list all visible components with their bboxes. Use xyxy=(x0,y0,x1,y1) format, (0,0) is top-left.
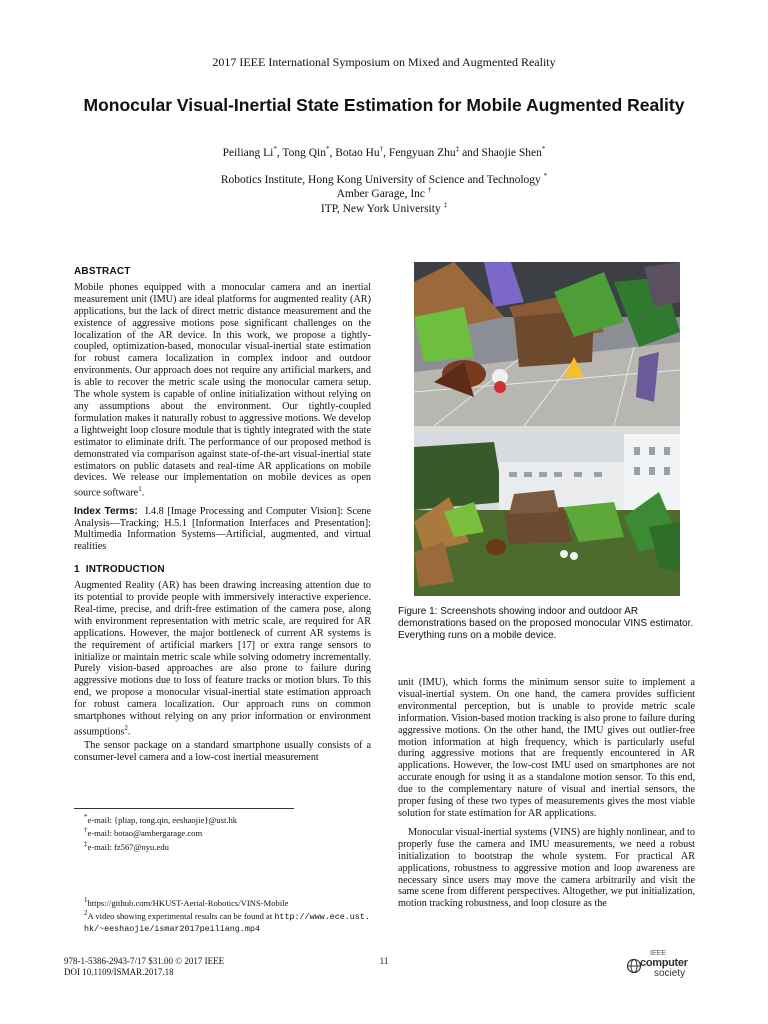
indoor-ar-screenshot xyxy=(414,262,680,426)
footnote-line xyxy=(74,908,374,934)
footnote-mark: 1 xyxy=(138,485,142,494)
email-line xyxy=(84,812,374,825)
index-terms-text: I.4.8 [Image Processing and Computer Vision]: Scene Analysis—Tracking; H.5.1 [Information Interfaces and Presentation]: Multimedia Information Systems—Artificial, augmented, and virtual realities xyxy=(74,505,372,553)
affiliation-mark: * xyxy=(543,172,548,180)
footnote-mark: 2 xyxy=(124,724,128,733)
outdoor-ar-screenshot xyxy=(414,432,680,596)
logo-society-text: society xyxy=(654,968,686,979)
affiliation-text: ITP, New York University xyxy=(320,202,441,215)
section-heading xyxy=(74,564,371,576)
body-paragraph: Monocular visual-inertial systems (VINS) are highly nonlinear, and to properly fuse the camera and IMU measurements, we need a robust initialization to bootstrap the whole system. For practical AR applications, robustness to aggressive motion and loop awareness are necessary since users may move the camera arbitrarily and visit the same scene from different perspectives. Altogether, we put initialization, motion tracking robustness, and loop closure as the xyxy=(398,826,695,910)
author-name: Peiliang Li xyxy=(222,146,274,159)
author-mark: * xyxy=(541,145,546,153)
intro-paragraph: Augmented Reality (AR) has been drawing increasing attention due to its potential to provide people with immersively interactive experience. Real-time, precise, and drift-free estimation of the camera pose, along with environment representation with metric scale, are required for AR applications. However, the major bottleneck of current AR systems is the requirement of artificial markers [17] or extra range sensors to initialize or maintain metric scale while solving odometry incrementally. Purely vision-based approaches are also prone to failure during aggressive motions due to loss of feature tracks or motion blurs. To this end, we propose a monocular visual-inertial state estimation approach for robust camera localization. Our approach runs on common smartphones without relying on any prior information or environment assumptions$^2$. xyxy=(74,580,371,738)
affiliation xyxy=(0,201,768,215)
footnote-rule xyxy=(74,808,294,809)
footnote-link[interactable]: https://github.com/HKUST-Aerial-Robotics/VINS-Mobile xyxy=(87,897,289,908)
footnote-mark: 2 xyxy=(84,909,88,918)
email-footnotes xyxy=(84,812,374,852)
email-text: e-mail: {pliap, tong.qin, eeshaojie}@ust.hk xyxy=(87,814,238,825)
paper-title: Monocular Visual-Inertial State Estimation for Mobile Augmented Reality xyxy=(83,95,685,115)
email-mark: ‡ xyxy=(84,839,88,848)
footnote-text: A video showing experimental results can be found at xyxy=(87,911,273,922)
isbn-line: 978-1-5386-2943-7/17 $31.00 © 2017 IEEE xyxy=(64,956,225,966)
video-link[interactable]: http://www.ece.ust.hk/~eeshaojie/ismar2017peiliang.mp4 xyxy=(84,912,370,934)
author-mark: * xyxy=(326,145,330,153)
author-mark: † xyxy=(379,145,384,153)
right-column xyxy=(398,677,695,910)
author-name: Shaojie Shen xyxy=(481,146,542,159)
computer-society-logo xyxy=(626,950,696,980)
abstract-heading: ABSTRACT xyxy=(74,266,131,277)
logo-computer-text: computer xyxy=(640,957,688,969)
section-title: INTRODUCTION xyxy=(85,564,165,576)
email-mark: † xyxy=(84,826,88,835)
intro-paragraph: The sensor package on a standard smartphone usually consists of a consumer-level camera and a low-cost inertial measurement xyxy=(74,740,371,764)
email-text: e-mail: botao@ambergarage.com xyxy=(87,828,203,839)
affiliation xyxy=(0,186,768,200)
intro-text: Augmented Reality (AR) has been drawing increasing attention due to its potential to provide people with immersively interactive experience. Real-time, precise, and drift-free estimation of the camera pose, along with environment representation with metric scale, are required for AR applications. However, the major bottleneck of current AR systems is the requirement of artificial markers [17] or extra range sensors to initialize or maintain metric scale while solving odometry incrementally. Purely vision-based approaches are also prone to failure during aggressive motions due to loss of feature tracks or motion blurs. To this end, we propose a monocular visual-inertial state estimation approach for robust camera localization. Our approach runs on common smartphones without relying on any prior information or environment assumptions xyxy=(74,580,371,738)
author-name: Botao Hu xyxy=(335,146,380,159)
author-mark: ‡ xyxy=(455,145,460,153)
author-list: Peiliang Li*, Tong Qin*, Botao Hu†, Fengyuan Zhu‡ and Shaojie Shen* xyxy=(222,145,546,159)
section-number: 1 xyxy=(74,564,80,576)
author-name: Tong Qin xyxy=(282,146,327,159)
index-terms-label: Index Terms: xyxy=(74,505,138,517)
footnote-line xyxy=(74,895,374,908)
affiliation-text: Amber Garage, Inc xyxy=(336,187,426,200)
conference-header: 2017 IEEE International Symposium on Mixed and Augmented Reality xyxy=(212,55,556,69)
page-number: 11 xyxy=(379,956,389,966)
affiliation-mark: ‡ xyxy=(443,201,448,209)
abstract-body: Mobile phones equipped with a monocular camera and an inertial measurement unit (IMU) are ideal platforms for augmented reality (AR) applications, but the lack of direct metric distance measurement and the existence of aggressive motions pose significant challenges on the localization of the AR device. In this work, we propose a tightly-coupled, optimization-based, monocular visual-inertial state estimation for robust camera localization in complex indoor and outdoor environments. Our approach does not require any artificial markers, and is able to recover the metric scale using the monocular camera setup. The whole system is capable of online initialization without relying on any assumptions about the environment. Our tightly-coupled formulation makes it naturally robust to aggressive motions. We develop a lightweight loop closure module that is tightly integrated with the state estimator to eliminate drift. The performance of our proposed method is demonstrated via comparison against state-of-the-art visual-inertial state estimators on public datasets and real-time AR applications on mobile devices. We release our implementation on mobile devices as open source software$^1$. xyxy=(74,281,371,499)
body-paragraph: unit (IMU), which forms the minimum sensor suite to implement a visual-inertial system. On one hand, the camera provides sufficient environmental perception, but is unable to provide metric scale information. Vision-based motion tracking is also prone to failure during aggressive motions. On the other hand, the IMU gives out outlier-free motion information at high frequency, which is particularly useful during aggressive motions that are frequently encountered in AR applications. However, the low-cost IMU used on smartphones are not accurate enough for using it as a standalone motion sensor. To this end, due to the complementary nature of visual and inertial sensors, the proper fusing of these two types of measurements gives the most viable solution for state estimation for AR applications. xyxy=(398,677,695,819)
author-name: Fengyuan Zhu xyxy=(388,146,456,159)
affiliation-mark: † xyxy=(427,186,432,194)
left-column xyxy=(74,266,371,764)
figure-1 xyxy=(414,262,680,596)
doi-line: DOI 10.1109/ISMAR.2017.18 xyxy=(64,967,174,977)
index-terms xyxy=(74,506,371,554)
affiliation xyxy=(0,172,768,186)
url-footnotes xyxy=(74,895,374,934)
email-text: e-mail: fz567@nyu.edu xyxy=(87,841,169,852)
author-mark: * xyxy=(273,145,277,153)
email-line xyxy=(84,825,374,838)
footnote-mark: 1 xyxy=(84,896,88,904)
email-mark: * xyxy=(84,813,88,821)
email-line xyxy=(84,839,374,852)
abstract-text: Mobile phones equipped with a monocular camera and an inertial measurement unit (IMU) are ideal platforms for augmented reality (AR) applications, but the lack of direct metric distance measurement and the existence of aggressive motions pose significant challenges on the localization of the AR device. In this work, we propose a tightly-coupled, optimization-based, monocular visual-inertial state estimation for robust camera localization in complex indoor and outdoor environments. Our approach does not require any artificial markers, and is able to recover the metric scale using the monocular camera setup. The whole system is capable of online initialization without relying on any assumptions about the environment. Our tightly-coupled formulation makes it naturally robust to aggressive motions. We develop a lightweight loop closure module that is tightly integrated with the state estimator to eliminate drift. The performance of our proposed method is demonstrated via comparison against state-of-the-art visual-inertial state estimators on public datasets and real-time AR applications on mobile devices. We release our implementation on mobile devices as open source software xyxy=(74,281,371,499)
figure-caption: Figure 1: Screenshots showing indoor and outdoor AR demonstrations based on the proposed monocular VINS estimator. Everything runs on a mobile device. xyxy=(398,606,694,641)
logo-ieee-text: IEEE xyxy=(650,950,666,957)
affiliation-text: Robotics Institute, Hong Kong University of Science and Technology xyxy=(220,173,541,186)
